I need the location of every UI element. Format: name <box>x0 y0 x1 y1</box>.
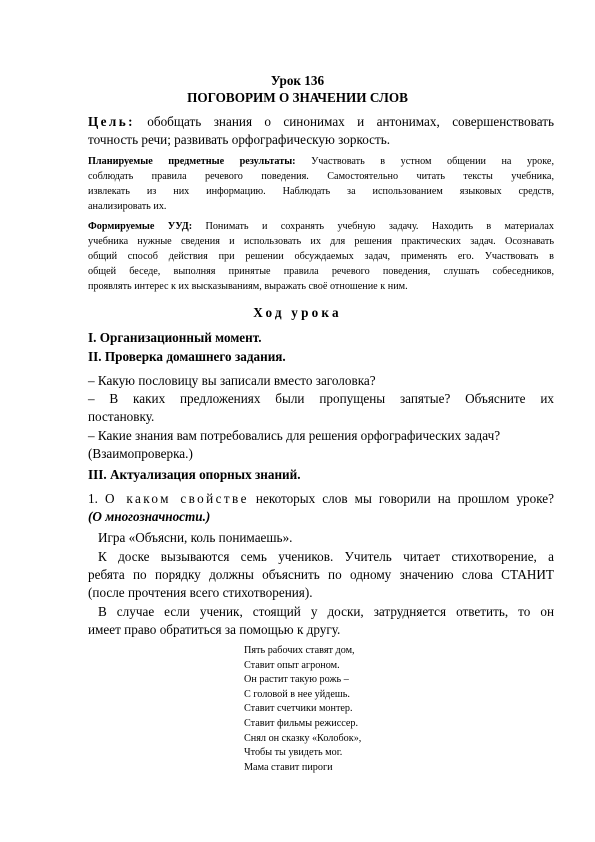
poem-line: Пять рабочих ставят дом, <box>244 645 355 656</box>
poem-line: Снял он сказку «Колобок», <box>244 732 362 744</box>
poem <box>244 644 361 775</box>
question-proverb: – Какую пословицу вы записали вместо заголовка? <box>88 373 376 388</box>
poem-line: Ставит счетчики монтер. <box>244 703 353 715</box>
planned-line-2: соблюдать правила речевого поведения. Самостоятельно читать тексты учебника, <box>88 171 554 182</box>
planned-line-1 <box>88 156 554 168</box>
game-description-line-3: (после прочтения всего стихотворения). <box>88 585 313 600</box>
point-1-line <box>88 491 554 506</box>
course-heading: Ход урока <box>253 305 342 320</box>
poem-line: Он растит такую рожь – <box>244 674 349 686</box>
poem-line: С головой в нее уйдешь. <box>244 688 350 700</box>
help-line-1: В случае если ученик, стоящий у доски, затрудняется ответить, то он <box>98 604 554 619</box>
question-commas-line-2: постановку. <box>88 409 155 424</box>
point-1-number: 1. <box>88 491 98 506</box>
uud-text-1: Понимать и сохранять учебную задачу. Находить в материалах <box>205 221 554 232</box>
goal-line-1 <box>88 114 554 129</box>
game-description-line-1: К доске вызываются семь учеников. Учитель читает стихотворение, а <box>98 549 554 564</box>
game-title: Игра «Объясни, коль понимаешь». <box>98 530 293 545</box>
poem-line: Чтобы ты увидеть мог. <box>244 747 343 759</box>
planned-line-4: анализировать их. <box>88 201 167 212</box>
goal-label: Цель: <box>88 114 135 129</box>
game-description-line-2: ребята по порядку должны объяснить по одному значению слова СТАНИТ <box>88 567 554 582</box>
section-actualization: III. Актуализация опорных знаний. <box>88 467 301 482</box>
lesson-number: Урок 136 <box>270 73 325 88</box>
poem-line: Ставит фильмы режиссер. <box>244 717 359 729</box>
section-organizational: I. Организационный момент. <box>88 330 262 345</box>
uud-line-4: общей беседе, выполняя принятые правила речевого поведения, слушать собеседников, <box>88 266 554 277</box>
question-knowledge: – Какие знания вам потребовались для решения орфографических задач? <box>88 428 501 443</box>
poem-line: Мама ставит пироги <box>244 761 333 773</box>
uud-line-3: общий способ действия при решении обсуждаемых задач, применять его. Участвовать в <box>88 251 554 262</box>
point-1-rest: некоторых слов мы говорили на прошлом уроке? <box>255 491 555 506</box>
lesson-title: ПОГОВОРИМ О ЗНАЧЕНИИ СЛОВ <box>187 90 408 105</box>
goal-text-1: обобщать знания о синонимах и антонимах, совершенствовать <box>147 114 554 129</box>
section-homework-check: II. Проверка домашнего задания. <box>88 349 286 364</box>
point-1-answer: (О многозначности.) <box>88 509 211 524</box>
point-1-spaced: О каком свойстве <box>104 491 249 506</box>
question-commas-line-1: – В каких предложениях были пропущены запятые? Объясните их <box>88 391 554 406</box>
planned-text-1: Участвовать в устном общении на уроке, <box>311 156 554 167</box>
help-line-2: имеет право обратиться за помощью к другу. <box>88 622 341 637</box>
poem-line: Ставит опыт агроном. <box>244 659 340 671</box>
uud-label: Формируемые УУД: <box>88 221 193 232</box>
goal-line-2: точность речи; развивать орфографическую зоркость. <box>88 132 391 147</box>
uud-line-5: проявлять интерес к их высказываниям, выражать своё отношение к ним. <box>88 281 408 292</box>
planned-label: Планируемые предметные результаты: <box>88 156 296 167</box>
planned-line-3: извлекать из них информацию. Наблюдать за использованием языковых средств, <box>88 186 554 197</box>
uud-line-2: учебника нужные сведения и использовать их для решения практических задач. Осознавать <box>88 236 554 247</box>
uud-line-1 <box>88 221 554 233</box>
mutual-check-note: (Взаимопроверка.) <box>88 446 193 461</box>
